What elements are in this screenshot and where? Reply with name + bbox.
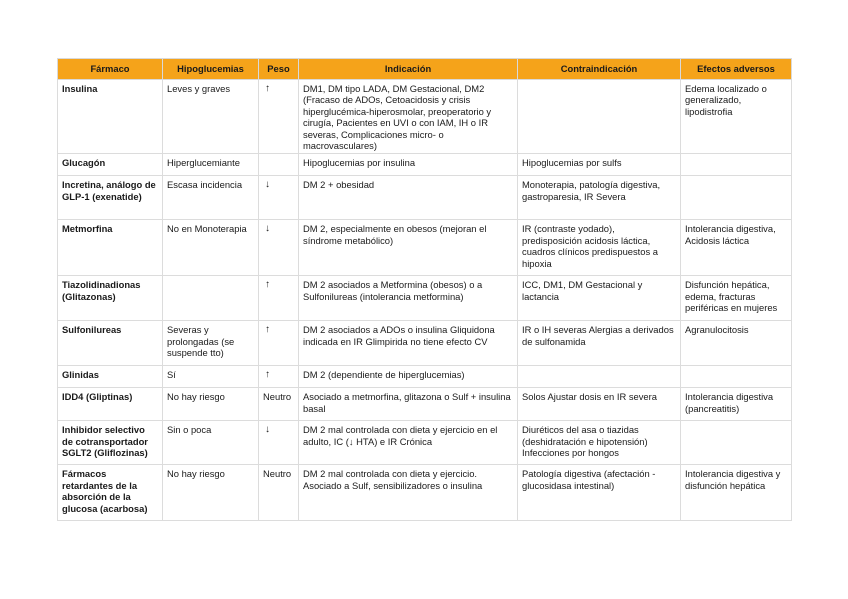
drug-name: Fármacos retardantes de la absorción de la glucosa (acarbosa) [58,465,163,521]
hypoglycemia-cell: Sin o poca [163,421,259,465]
indication-cell: DM 2 asociados a ADOs o insulina Gliquidona indicada en IR Glimpirida no tiene efecto CV [299,321,518,366]
weight-cell: Neutro [259,465,299,521]
indication-cell: DM 2 mal controlada con dieta y ejercicio. Asociado a Sulf, sensibilizadores o insulina [299,465,518,521]
adverse-effects-cell: Agranulocitosis [681,321,792,366]
weight-cell: ↑ [259,321,299,366]
indication-cell: DM 2 (dependiente de hiperglucemias) [299,366,518,388]
hypoglycemia-cell: No hay riesgo [163,388,259,421]
weight-cell: ↑ [259,80,299,154]
contraindication-cell: IR (contraste yodado), predisposición acidosis láctica, cuadros clínicos predispuestos a hipoxia [518,220,681,276]
weight-cell: ↓ [259,176,299,220]
indication-cell: DM 2, especialmente en obesos (mejoran el síndrome metabólico) [299,220,518,276]
weight-cell [259,154,299,176]
weight-cell: ↓ [259,220,299,276]
adverse-effects-cell: Intolerancia digestiva (pancreatitis) [681,388,792,421]
indication-cell: Asociado a metmorfina, glitazona o Sulf + insulina basal [299,388,518,421]
table-row [58,220,792,276]
header-farmaco: Fármaco [58,59,163,80]
table-row [58,176,792,220]
table-row [58,421,792,465]
hypoglycemia-cell: No hay riesgo [163,465,259,521]
contraindication-cell [518,366,681,388]
drug-name: Incretina, análogo de GLP-1 (exenatide) [58,176,163,220]
header-row [58,59,792,80]
adverse-effects-cell [681,421,792,465]
drug-comparison-table [57,58,792,521]
table-row [58,366,792,388]
contraindication-cell [518,80,681,154]
contraindication-cell: ICC, DM1, DM Gestacional y lactancia [518,276,681,321]
header-indicacion: Indicación [299,59,518,80]
table-row [58,388,792,421]
drug-name: IDD4 (Gliptinas) [58,388,163,421]
indication-cell: DM 2 mal controlada con dieta y ejercicio en el adulto, IC (↓ HTA) e IR Crónica [299,421,518,465]
drug-name: Tiazolidinadionas (Glitazonas) [58,276,163,321]
indication-cell: DM 2 + obesidad [299,176,518,220]
drug-name: Inhibidor selectivo de cotransportador SGLT2 (Gliflozinas) [58,421,163,465]
weight-cell: ↑ [259,276,299,321]
header-contraindicacion: Contraindicación [518,59,681,80]
hypoglycemia-cell: Hiperglucemiante [163,154,259,176]
indication-cell: Hipoglucemias por insulina [299,154,518,176]
table-row [58,154,792,176]
drug-name: Metmorfina [58,220,163,276]
indication-cell: DM1, DM tipo LADA, DM Gestacional, DM2 (Fracaso de ADOs, Cetoacidosis y crisis hiperglucémica-hiperosmolar, preoperatorio y cirugía, Pacientes en UVI o con IAM, IH o IR severas, Complicaciones micro- o macrovasculares) [299,80,518,154]
header-efectos-adversos: Efectos adversos [681,59,792,80]
adverse-effects-cell: Intolerancia digestiva y disfunción hepática [681,465,792,521]
weight-cell: Neutro [259,388,299,421]
adverse-effects-cell [681,154,792,176]
adverse-effects-cell: Disfunción hepática, edema, fracturas periféricas en mujeres [681,276,792,321]
header-hipoglucemias: Hipoglucemias [163,59,259,80]
contraindication-cell: Patología digestiva (afectación -glucosidasa intestinal) [518,465,681,521]
drug-name: Sulfonilureas [58,321,163,366]
table-row [58,321,792,366]
indication-cell: DM 2 asociados a Metformina (obesos) o a Sulfonilureas (intolerancia metformina) [299,276,518,321]
contraindication-cell: Solos Ajustar dosis en IR severa [518,388,681,421]
drug-name: Insulina [58,80,163,154]
table-row [58,276,792,321]
hypoglycemia-cell: Escasa incidencia [163,176,259,220]
hypoglycemia-cell: No en Monoterapia [163,220,259,276]
hypoglycemia-cell [163,276,259,321]
hypoglycemia-cell: Sí [163,366,259,388]
contraindication-cell: Monoterapia, patología digestiva, gastroparesia, IR Severa [518,176,681,220]
table-body [58,80,792,521]
table-row [58,465,792,521]
adverse-effects-cell [681,366,792,388]
table-header [58,59,792,80]
adverse-effects-cell: Edema localizado o generalizado, lipodistrofia [681,80,792,154]
weight-cell: ↓ [259,421,299,465]
table-row [58,80,792,154]
hypoglycemia-cell: Severas y prolongadas (se suspende tto) [163,321,259,366]
header-peso: Peso [259,59,299,80]
weight-cell: ↑ [259,366,299,388]
adverse-effects-cell [681,176,792,220]
contraindication-cell: Hipoglucemias por sulfs [518,154,681,176]
hypoglycemia-cell: Leves y graves [163,80,259,154]
adverse-effects-cell: Intolerancia digestiva, Acidosis láctica [681,220,792,276]
drug-name: Glinidas [58,366,163,388]
contraindication-cell: Diuréticos del asa o tiazidas (deshidratación e hipotensión) Infecciones por hongos [518,421,681,465]
drug-name: Glucagón [58,154,163,176]
contraindication-cell: IR o IH severas Alergias a derivados de sulfonamida [518,321,681,366]
